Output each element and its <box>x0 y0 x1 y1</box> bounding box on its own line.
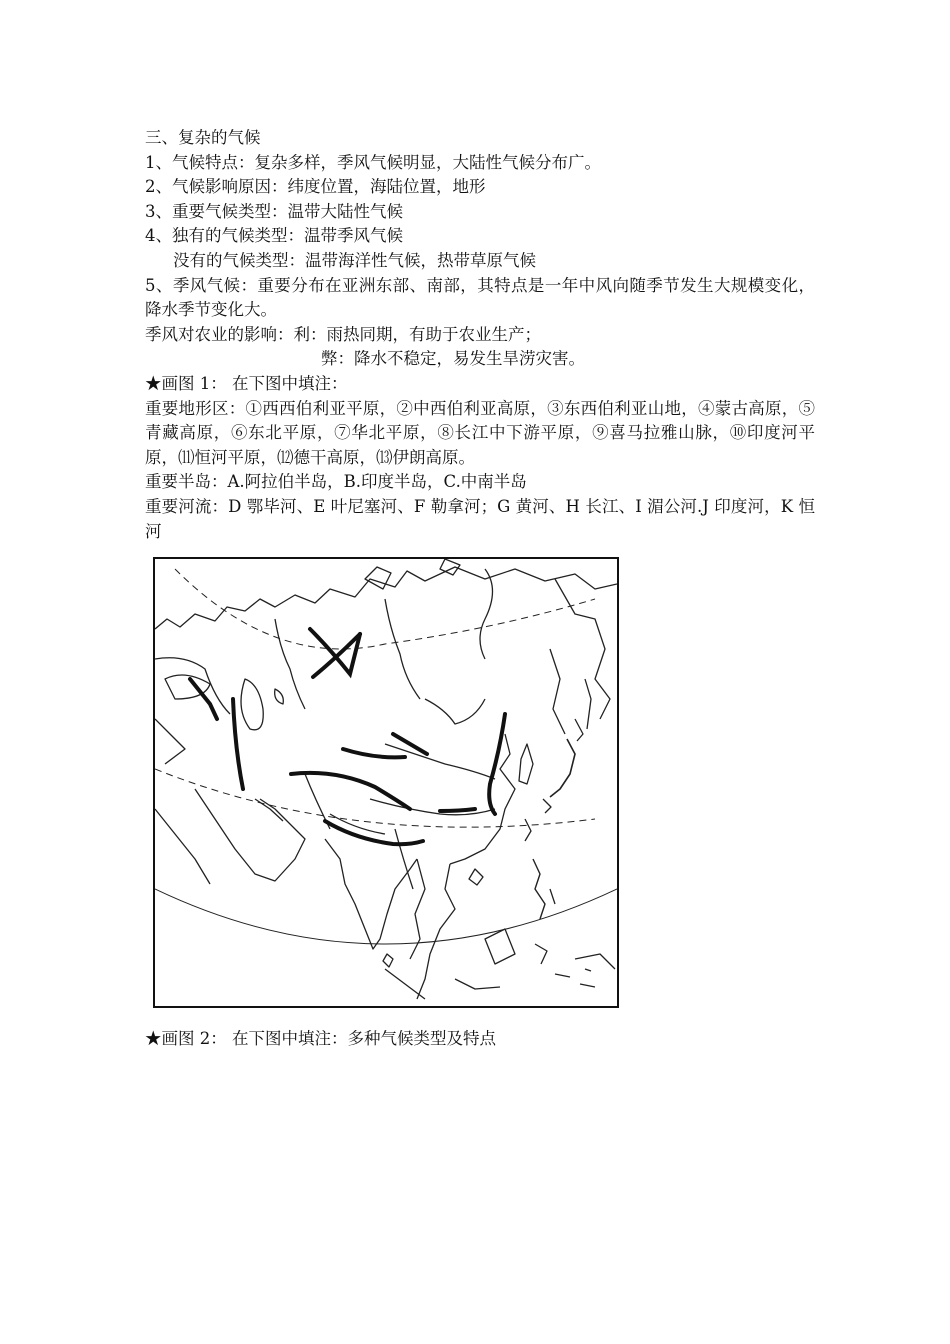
agri-con: 弊：降水不稳定，易发生旱涝灾害。 <box>321 349 585 369</box>
caspian-sea <box>241 679 263 730</box>
agri-pro: 季风对农业的影响：利：雨热同期，有助于农业生产； <box>145 324 541 344</box>
kunlun-range <box>343 749 405 757</box>
landforms-list: 重要地形区：①西西伯利亚平原，②中西伯利亚高原，③东西伯利亚山地，④蒙古高原，⑤青藏高原，⑥东北平原，⑦华北平原，⑧长江中下游平原，⑨喜马拉雅山脉，⑩印度河平原，⑾恒河平原，⑿德干高原，⒀伊朗高原。 <box>145 398 815 467</box>
item-climate-features: 1、气候特点：复杂多样，季风气候明显，大陆性气候分布广。 <box>145 152 601 172</box>
taiwan <box>525 819 531 841</box>
peninsulas-list: 重要半岛：A.阿拉伯半岛，B.印度半岛，C.中南半岛 <box>145 472 527 492</box>
item-monsoon: 5、季风气候：重要分布在亚洲东部、南部，其特点是一年中风向随季节发生大规模变化，降水季节变化大。 <box>145 275 815 320</box>
sumatra <box>385 969 425 999</box>
rivers-list: 重要河流：D 鄂毕河、E 叶尼塞河、F 勒拿河；G 黄河、H 长江、I 湄公河.J 印度河，K 恒河 <box>145 496 815 541</box>
indochina-coast <box>417 864 455 999</box>
drawing2-title: ★画图 2： 在下图中填注：多种气候类型及特点 <box>145 1029 496 1048</box>
river-lena <box>480 569 493 659</box>
lake-baikal-area <box>425 699 485 724</box>
sri-lanka <box>383 954 393 967</box>
malay-west-coast <box>410 859 425 959</box>
borneo <box>485 929 515 964</box>
item-missing-types: 没有的气候类型：温带海洋性气候，热带草原气候 <box>173 250 536 270</box>
item-unique-type: 4、独有的气候类型：温带季风气候 <box>145 226 403 246</box>
aral-sea <box>275 689 284 704</box>
drawing1-title: ★画图 1： 在下图中填注： <box>145 373 348 393</box>
red-sea-west <box>155 809 210 884</box>
ural-range <box>310 629 360 674</box>
mediterranean-coast <box>155 719 185 764</box>
persian-gulf <box>255 799 283 821</box>
river-ob <box>275 619 305 709</box>
arabia-coast <box>195 789 305 881</box>
japan-honshu <box>550 739 575 797</box>
india-coast <box>325 839 417 949</box>
arctic-island-1 <box>365 567 391 589</box>
zagros-range <box>233 699 243 789</box>
sulawesi <box>535 944 547 964</box>
china-coast <box>450 734 515 864</box>
river-yenisei <box>385 599 420 699</box>
item-important-type: 3、重要气候类型：温带大陆性气候 <box>145 201 403 221</box>
qinling-range <box>440 809 475 811</box>
river-changjiang <box>370 799 495 815</box>
river-mekong <box>395 829 413 889</box>
hainan <box>469 869 483 885</box>
tian-shan-range <box>291 773 410 809</box>
altai-range <box>393 734 427 754</box>
river-ganges <box>330 814 385 834</box>
sakhalin <box>585 679 591 729</box>
okhotsk-coast <box>550 649 565 734</box>
asia-map-svg <box>155 559 617 1006</box>
section-title: 三、复杂的气候 <box>145 128 261 147</box>
text-block <box>145 126 815 544</box>
new-guinea <box>575 954 615 969</box>
philippines <box>533 859 545 919</box>
korea-peninsula <box>519 744 533 784</box>
north-coast <box>155 567 617 629</box>
ne-coast <box>555 579 610 719</box>
japan-hokkaido <box>575 719 583 741</box>
caucasus-range <box>190 679 217 719</box>
java <box>455 979 500 989</box>
river-huanghe <box>385 744 495 779</box>
item-climate-causes: 2、气候影响原因：纬度位置，海陆位置，地形 <box>145 177 486 197</box>
himalaya-range <box>325 821 423 844</box>
japan-kyushu <box>543 799 551 813</box>
asia-blank-map <box>153 557 619 1008</box>
